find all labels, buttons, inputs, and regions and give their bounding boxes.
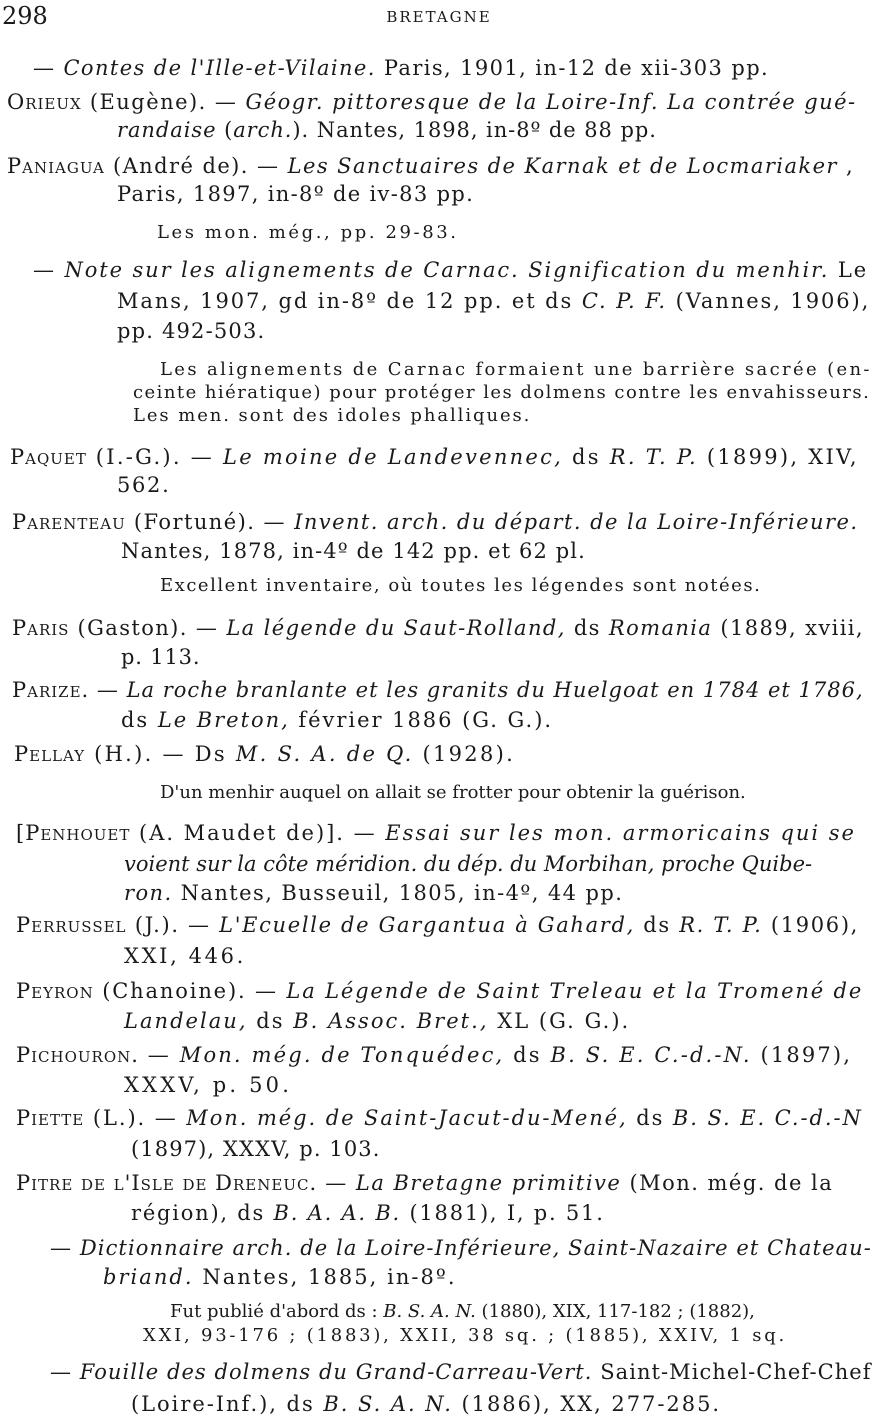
italic-title: R. T. P. bbox=[609, 445, 698, 469]
line-text: — bbox=[33, 258, 65, 282]
line-text: (Vannes, 1906), bbox=[667, 289, 871, 313]
italic-title: La roche branlante et les granits du Huelgoat en 1784 et 1786, bbox=[126, 678, 864, 702]
bibliography-line bbox=[121, 707, 553, 733]
line-text: — bbox=[317, 1171, 356, 1195]
bibliography-line bbox=[117, 181, 474, 207]
italic-title: briand. bbox=[103, 1265, 194, 1289]
bibliography-line bbox=[124, 1072, 292, 1098]
line-text: Paris, 1897, in-8º de iv-83 pp. bbox=[117, 182, 475, 206]
bibliography-line bbox=[117, 288, 870, 314]
bibliography-line bbox=[117, 318, 265, 344]
bibliography-line bbox=[124, 880, 623, 906]
italic-title: La Bretagne primitive bbox=[355, 1171, 622, 1195]
page-number: 298 bbox=[2, 2, 48, 30]
annotation-line bbox=[143, 1323, 787, 1349]
italic-title: B. S. A. N. bbox=[323, 1392, 453, 1416]
line-text: ds bbox=[627, 1106, 673, 1130]
line-text: (Fortuné). — bbox=[125, 510, 295, 534]
line-text: ds bbox=[563, 445, 610, 469]
author-name: Peyron bbox=[16, 979, 94, 1003]
italic-title: B. S. A. N. bbox=[383, 1301, 476, 1322]
line-text: — bbox=[33, 56, 64, 80]
bibliography-line bbox=[117, 117, 657, 143]
line-text: février 1886 (G. G.). bbox=[289, 708, 553, 732]
annotation-line bbox=[160, 573, 761, 599]
italic-title: Fouille des dolmens du Grand-Carreau-Vert. bbox=[79, 1360, 593, 1384]
line-text: XXI, 93-176 ; (1883), XXII, 38 sq. ; (1885), XXIV, 1 sq. bbox=[143, 1325, 787, 1346]
italic-title: B. A. A. B. bbox=[273, 1201, 401, 1225]
line-text: Les men. sont des idoles phalliques. bbox=[133, 405, 532, 426]
line-text: (Chanoine). — bbox=[93, 979, 287, 1003]
bibliography-line bbox=[16, 1105, 863, 1131]
italic-title: L'Ecuelle de Gargantua à Gahard, bbox=[219, 913, 635, 937]
italic-title: C. P. F. bbox=[581, 289, 668, 313]
italic-title: Essai sur les mon. armoricains qui se bbox=[385, 821, 856, 845]
annotation-line bbox=[157, 220, 459, 246]
line-text: ds bbox=[504, 1043, 551, 1067]
line-text: Le bbox=[829, 258, 869, 282]
line-text: Nantes, 1878, in-4º de 142 pp. et 62 pl. bbox=[121, 539, 586, 563]
line-text: Saint-Michel-Chef-Chef bbox=[592, 1360, 872, 1384]
line-text: 562. bbox=[117, 473, 171, 497]
italic-title: R. T. P. bbox=[679, 913, 763, 937]
italic-title: B. S. E. C.-d.-N bbox=[672, 1106, 863, 1130]
italic-title: La Légende de Saint Treleau et la Tromené de bbox=[286, 979, 864, 1003]
line-text: (H.). — Ds bbox=[85, 742, 236, 766]
italic-title: Invent. arch. du départ. de la Loire-Inférieure. bbox=[294, 510, 859, 534]
italic-title: Le Breton, bbox=[157, 708, 290, 732]
bibliography-line bbox=[131, 1391, 721, 1417]
line-text: ( bbox=[216, 118, 234, 142]
line-text: Nantes, 1885, in-8º. bbox=[193, 1265, 457, 1289]
bibliography-line bbox=[124, 943, 246, 969]
bibliography-line bbox=[121, 538, 586, 564]
line-text: (1886), XX, 277-285. bbox=[452, 1392, 722, 1416]
bibliography-line bbox=[16, 1170, 833, 1196]
italic-title: Landelau, bbox=[124, 1009, 248, 1033]
author-name: Paris bbox=[12, 616, 70, 640]
line-text: Paris, 1901, in-12 de xii-303 pp. bbox=[375, 56, 770, 80]
italic-title: La légende du Saut-Rolland, bbox=[226, 616, 566, 640]
annotation-line bbox=[170, 1299, 755, 1325]
line-text: ds bbox=[634, 913, 680, 937]
italic-title: Le moine de Landevennec, bbox=[223, 445, 564, 469]
line-text: (1897), bbox=[751, 1043, 853, 1067]
line-text: (Loire-Inf.), ds bbox=[131, 1392, 324, 1416]
italic-title: randaise bbox=[117, 118, 217, 142]
line-text: ). Nantes, 1898, in-8º de 88 pp. bbox=[292, 118, 657, 142]
italic-title: Mon. még. de Tonquédec, bbox=[179, 1043, 505, 1067]
bibliography-line bbox=[117, 472, 170, 498]
italic-title: Géogr. pittoresque de la Loire-Inf. La contrée gué- bbox=[245, 90, 857, 114]
author-name: Paquet bbox=[10, 445, 87, 469]
bibliography-line bbox=[16, 912, 859, 938]
line-text: ds bbox=[565, 616, 609, 640]
italic-title: Romania bbox=[608, 616, 713, 640]
line-text: (1928). bbox=[413, 742, 516, 766]
bibliography-line bbox=[33, 257, 868, 283]
bibliography-line bbox=[50, 1235, 872, 1261]
bibliography-line bbox=[103, 1264, 457, 1290]
line-text: Excellent inventaire, où toutes les légendes sont notées. bbox=[160, 575, 762, 596]
bibliography-line bbox=[124, 851, 812, 877]
line-text: ds bbox=[121, 708, 158, 732]
line-text: (1881), I, p. 51. bbox=[401, 1201, 605, 1225]
italic-title: voient sur la côte méridion. du dép. du Morbihan, proche Quibe- bbox=[124, 852, 813, 876]
bibliography-line bbox=[50, 1359, 872, 1385]
line-text: (1880), XIX, 117-182 ; (1882), bbox=[475, 1301, 755, 1322]
line-text: — bbox=[89, 678, 127, 702]
bibliography-line bbox=[7, 153, 854, 179]
bibliography-line bbox=[7, 89, 857, 115]
author-name: Perrussel bbox=[16, 913, 127, 937]
line-text: (1906), bbox=[762, 913, 860, 937]
bibliography-line bbox=[33, 55, 769, 81]
line-text: , bbox=[837, 154, 855, 178]
bibliography-line bbox=[124, 1008, 630, 1034]
italic-title: Mon. még. de Saint-Jacut-du-Mené, bbox=[186, 1106, 628, 1130]
line-text: Fut publié d'abord ds : bbox=[170, 1301, 384, 1322]
line-text: — bbox=[50, 1360, 80, 1384]
author-name: Piette bbox=[16, 1106, 85, 1130]
line-text: pp. 492-503. bbox=[117, 319, 266, 343]
bibliography-line bbox=[16, 1042, 852, 1068]
line-text: (J.). — bbox=[126, 913, 220, 937]
line-text: (1889, xviii, bbox=[712, 616, 864, 640]
line-text: (1899), XIV, bbox=[697, 445, 859, 469]
author-name: Parize. bbox=[12, 678, 90, 702]
line-text: — bbox=[50, 1236, 80, 1260]
line-text: XL (G. G.). bbox=[488, 1009, 631, 1033]
line-text: Mans, 1907, gd in-8º de 12 pp. et ds bbox=[117, 289, 582, 313]
annotation-line bbox=[160, 780, 746, 806]
line-text: XXXV, p. 50. bbox=[124, 1073, 293, 1097]
author-name: [Penhouet bbox=[16, 821, 131, 845]
line-text: ceinte hiératique) pour protéger les dolmens contre les envahisseurs. bbox=[133, 382, 871, 403]
line-text: (Gaston). — bbox=[69, 616, 227, 640]
bibliography-line bbox=[131, 1136, 381, 1162]
italic-title: Dictionnaire arch. de la Loire-Inférieure, Saint-Nazaire et Chateau- bbox=[79, 1236, 872, 1260]
line-text: (1897), XXXV, p. 103. bbox=[131, 1137, 381, 1161]
author-name: Parenteau bbox=[12, 510, 126, 534]
line-text: ds bbox=[247, 1009, 294, 1033]
author-name: Paniagua bbox=[7, 154, 105, 178]
line-text: (I.-G.). — bbox=[86, 445, 223, 469]
italic-title: Note sur les alignements de Carnac. Signification du menhir. bbox=[64, 258, 830, 282]
italic-title: arch. bbox=[233, 118, 293, 142]
line-text: Les alignements de Carnac formaient une barrière sacrée (en- bbox=[160, 359, 872, 380]
line-text: (Eugène). — bbox=[81, 90, 246, 114]
line-text: XXI, 446. bbox=[124, 944, 246, 968]
line-text: (Mon. még. de la bbox=[621, 1171, 834, 1195]
italic-title: B. Assoc. Bret., bbox=[293, 1009, 489, 1033]
line-text: région), ds bbox=[131, 1201, 274, 1225]
bibliography-line bbox=[16, 820, 856, 846]
italic-title: ron. bbox=[124, 881, 173, 905]
running-title: BRETAGNE bbox=[386, 8, 492, 26]
line-text: (André de). — bbox=[104, 154, 288, 178]
line-text: Nantes, Busseuil, 1805, in-4º, 44 pp. bbox=[172, 881, 624, 905]
bibliography-line bbox=[12, 509, 858, 535]
author-name: Pitre de l'Isle de Dreneuc. bbox=[16, 1171, 318, 1195]
italic-title: Contes de l'Ille-et-Vilaine. bbox=[63, 56, 376, 80]
author-name: Orieux bbox=[7, 90, 82, 114]
bibliography-line bbox=[121, 644, 200, 670]
line-text: Les mon. még., pp. 29-83. bbox=[157, 222, 459, 243]
bibliography-line bbox=[10, 444, 859, 470]
author-name: Pellay bbox=[14, 742, 86, 766]
author-name: Pichouron. bbox=[16, 1043, 139, 1067]
bibliography-line bbox=[131, 1200, 605, 1226]
italic-title: Les Sanctuaires de Karnak et de Locmariaker bbox=[287, 154, 838, 178]
bibliography-line bbox=[14, 741, 515, 767]
line-text: D'un menhir auquel on allait se frotter pour obtenir la guérison. bbox=[160, 782, 746, 803]
bibliography-line bbox=[12, 615, 864, 641]
annotation-line bbox=[133, 403, 531, 429]
bibliography-line bbox=[16, 978, 863, 1004]
line-text: (L.). — bbox=[84, 1106, 187, 1130]
line-text: (A. Maudet de)]. — bbox=[130, 821, 386, 845]
line-text: — bbox=[138, 1043, 180, 1067]
italic-title: M. S. A. de Q. bbox=[235, 742, 414, 766]
italic-title: B. S. E. C.-d.-N. bbox=[550, 1043, 752, 1067]
bibliography-line bbox=[12, 677, 864, 703]
line-text: p. 113. bbox=[121, 645, 201, 669]
